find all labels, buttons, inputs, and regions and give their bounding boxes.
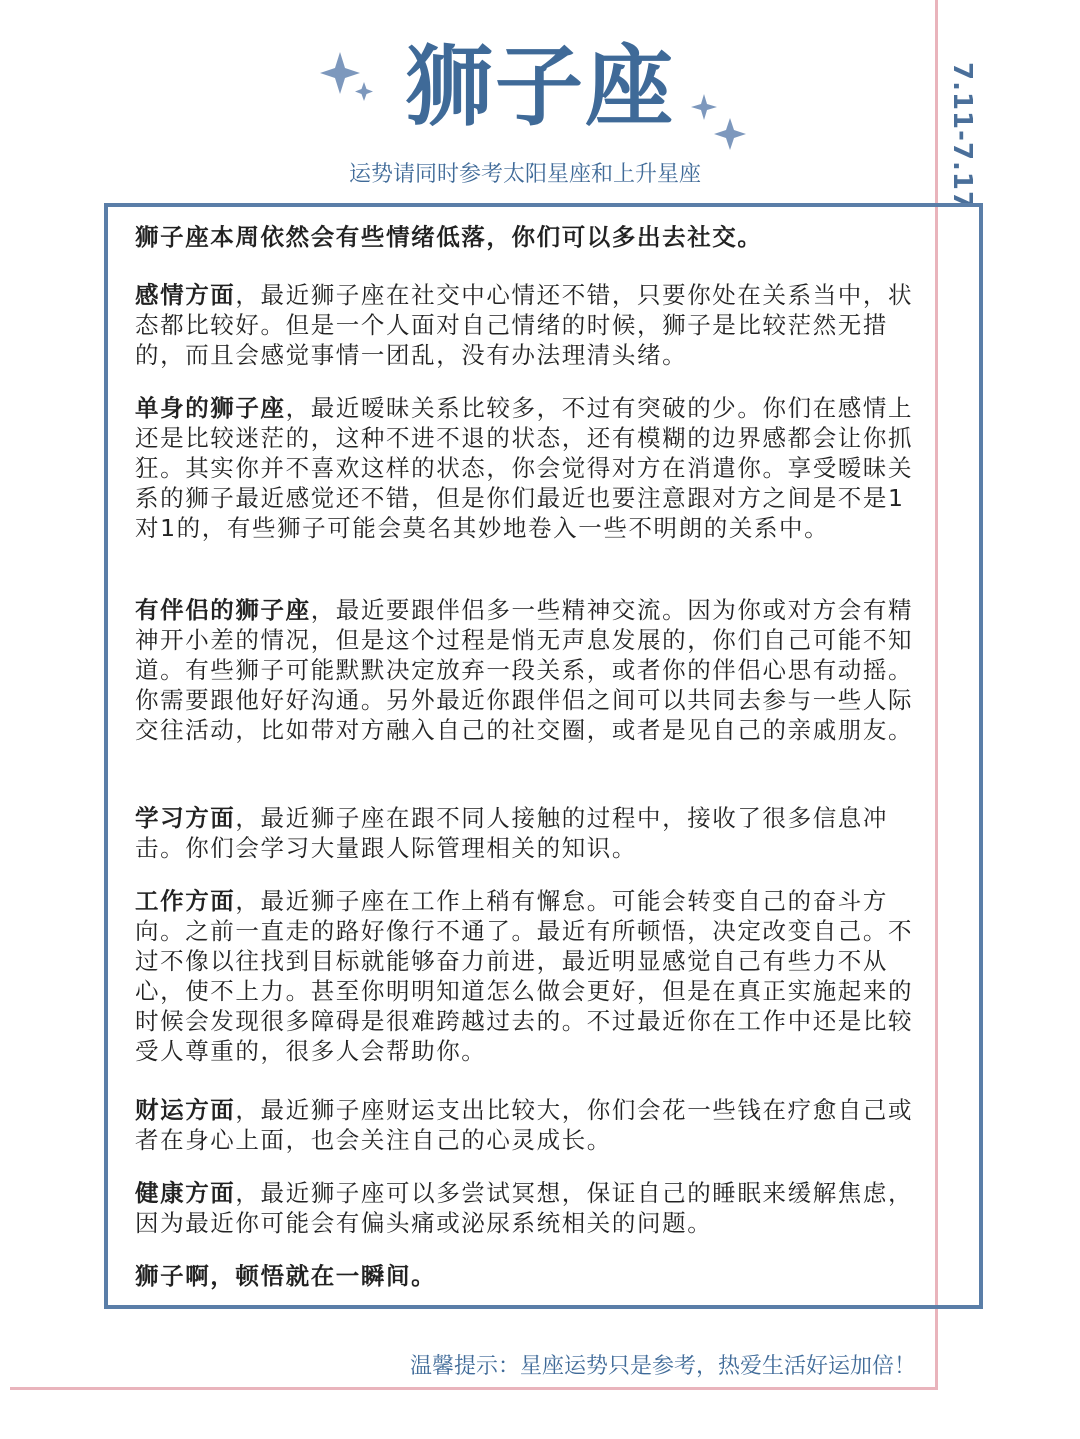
work-paragraph — [135, 886, 915, 1066]
money-text: ，最近狮子座财运支出比较大，你们会花一些钱在疗愈自己或者在身心上面，也会关注自己的心灵成长。 — [135, 1096, 914, 1154]
date-range: 7.11-7.17 — [947, 62, 977, 211]
money-paragraph — [135, 1095, 915, 1155]
single-label: 单身的狮子座 — [135, 394, 286, 422]
couple-label: 有伴侣的狮子座 — [135, 596, 311, 624]
money-label: 财运方面 — [135, 1096, 236, 1124]
study-text: ，最近狮子座在跟不同人接触的过程中，接收了很多信息冲击。你们会学习大量跟人际管理相关的知识。 — [135, 804, 889, 862]
sparkle-icon — [318, 48, 378, 108]
couple-paragraph — [135, 595, 915, 745]
page-subtitle: 运势请同时参考太阳星座和上升星座 — [348, 162, 701, 187]
ending-paragraph: 狮子啊，顿悟就在一瞬间。 — [135, 1262, 437, 1290]
love-label: 感情方面 — [135, 281, 236, 309]
couple-text: ，最近要跟伴侣多一些精神交流。因为你或对方会有精神开小差的情况，但是这个过程是悄无声息发展的，你们自己可能不知道。有些狮子可能默默决定放弃一段关系，或者你的伴侣心思有动摇。你需要跟他好好沟通。另外最近你跟伴侣之间可以共同去参与一些人际交往活动，比如带对方融入自己的社交圈，或者是见自己的亲戚朋友。 — [135, 596, 914, 744]
love-text: ，最近狮子座在社交中心情还不错，只要你处在关系当中，状态都比较好。但是一个人面对自己情绪的时候，狮子是比较茫然无措的，而且会感觉事情一团乱，没有办法理清头绪。 — [135, 281, 914, 369]
health-text: ，最近狮子座可以多尝试冥想，保证自己的睡眠来缓解焦虑，因为最近你可能会有偏头痛或泌尿系统相关的问题。 — [135, 1179, 914, 1237]
page-title: 狮子座 — [404, 35, 675, 138]
single-text: ，最近暧昧关系比较多，不过有突破的少。你们在感情上还是比较迷茫的，这种不进不退的状态，还有模糊的边界感都会让你抓狂。其实你并不喜欢这样的状态，你会觉得对方在消遣你。享受暧昧关系的狮子最近感觉还不错，但是你们最近也要注意跟对方之间是不是1对1的，有些狮子可能会莫名其妙地卷入一些不明朗的关系中。 — [135, 394, 914, 542]
pink-horizontal-line — [10, 1387, 938, 1390]
health-paragraph — [135, 1178, 915, 1238]
study-paragraph — [135, 803, 915, 863]
love-paragraph — [135, 280, 915, 370]
footer-tip: 温馨提示：星座运势只是参考，热爱生活好运加倍！ — [410, 1354, 917, 1379]
intro-paragraph: 狮子座本周依然会有些情绪低落，你们可以多出去社交。 — [135, 223, 763, 251]
work-text: ，最近狮子座在工作上稍有懈怠。可能会转变自己的奋斗方向。之前一直走的路好像行不通了。最近有所顿悟，决定改变自己。不过不像以往找到目标就能够奋力前进，最近明显感觉自己有些力不从心，使不上力。甚至你明明知道怎么做会更好，但是在真正实施起来的时候会发现很多障碍是很难跨越过去的。不过最近你在工作中还是比较受人尊重的，很多人会帮助你。 — [135, 887, 914, 1065]
work-label: 工作方面 — [135, 887, 236, 915]
health-label: 健康方面 — [135, 1179, 236, 1207]
single-paragraph — [135, 393, 915, 543]
study-label: 学习方面 — [135, 804, 236, 832]
